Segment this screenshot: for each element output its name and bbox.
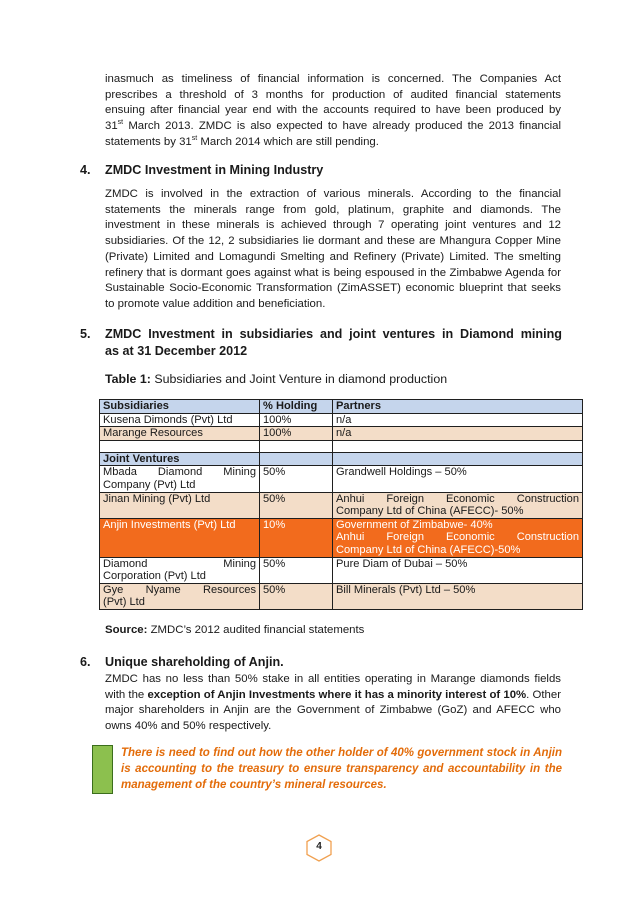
intro-line: inasmuch as timeliness of financial information is concerned. The Companies Act — [105, 73, 561, 85]
holding-cell: 100% — [260, 427, 333, 441]
header-cell: % Holding — [260, 400, 333, 414]
section-title-continued: as at 31 December 2012 — [105, 344, 248, 358]
holding-cell: 50% — [260, 492, 333, 518]
callout-text: There is need to find out how the other holder of 40% government stock in Anjin is accounting to the treasury to ensure transparency and accountability in the management of the country’s mineral resources. — [121, 747, 562, 792]
table-row-highlighted — [100, 518, 583, 557]
section-6-body — [105, 672, 561, 735]
entity-line: Corporation (Pvt) Ltd — [103, 570, 206, 583]
table-row — [100, 557, 583, 583]
entity-cell: Marange Resources — [100, 427, 260, 441]
intro-text: statements by 31 — [105, 135, 192, 148]
body-text: . Other major shareholders in Anjin are the Government of Zimbabwe (GoZ) and AFECC who owns 40% and 50% respectively. — [105, 688, 561, 733]
intro-line — [105, 135, 561, 151]
holding-cell: 10% — [260, 518, 333, 557]
intro-line — [105, 119, 561, 135]
section-number: 6. — [80, 655, 91, 669]
table-row — [100, 583, 583, 609]
table-spacer-row — [100, 440, 583, 452]
caption-text: Subsidiaries and Joint Venture in diamond production — [150, 372, 448, 386]
partners-cell — [333, 492, 583, 518]
table-source — [105, 624, 364, 636]
ordinal-suffix: st — [191, 135, 198, 143]
entity-cell — [100, 557, 260, 583]
section-title: ZMDC Investment in Mining Industry — [105, 163, 324, 177]
entity-line: Mbada Diamond Mining — [103, 466, 256, 479]
header-cell: Partners — [333, 400, 583, 414]
entity-line: Company (Pvt) Ltd — [103, 478, 196, 491]
partner-line: Anhui Foreign Economic Construction — [336, 492, 579, 505]
intro-text: March 2013. ZMDC is also expected to have already produced the 2013 financial — [123, 120, 561, 133]
intro-text: 31 — [105, 120, 118, 133]
partners-cell: Pure Diam of Dubai – 50% — [333, 557, 583, 583]
section-title: ZMDC Investment in subsidiaries and joint ventures in Diamond mining — [105, 327, 562, 341]
holding-cell: 100% — [260, 413, 333, 427]
section-number: 4. — [80, 163, 91, 177]
header-cell: Subsidiaries — [100, 400, 260, 414]
table-row — [100, 427, 583, 441]
partners-cell — [333, 518, 583, 557]
section-5-heading — [80, 326, 562, 360]
body-emphasis: exception of Anjin Investments where it has a minority interest of 10% — [147, 688, 527, 701]
holding-cell: 50% — [260, 557, 333, 583]
section-title: Unique shareholding of Anjin. — [105, 655, 284, 669]
holding-cell: 50% — [260, 466, 333, 492]
entity-line: (Pvt) Ltd — [103, 596, 145, 609]
table-row — [100, 466, 583, 492]
section-4-body: ZMDC is involved in the extraction of various minerals. According to the financial statements the minerals range from gold, platinum, graphite and diamonds. The investment in these minerals is achieved through 7 operating joint ventures and 12 subsidiaries. Of the 12, 2 subsidiaries lie dormant and these are Mhangura Copper Mine (Private) Limited and Lomagundi Smelting and Refinery (Private) Limited. The smelting refinery that is dormant goes against what is being espoused in the Zimbabwe Agenda for Sustainable Socio-Economic Transformation (ZimASSET) economic blueprint that seeks to promote value addition and beneficiation. — [105, 188, 561, 310]
partners-cell: Bill Minerals (Pvt) Ltd – 50% — [333, 583, 583, 609]
source-text: ZMDC’s 2012 audited financial statements — [147, 624, 365, 636]
partners-cell: n/a — [333, 413, 583, 427]
intro-line: ensuing after financial year end with the accounts required to have been produced by — [105, 104, 561, 117]
intro-text: March 2014 which are still pending. — [197, 135, 379, 148]
table-header-row — [100, 400, 583, 414]
ordinal-suffix: st — [117, 119, 124, 127]
entity-line: Diamond Mining — [103, 557, 256, 570]
partners-cell: n/a — [333, 427, 583, 441]
entity-line: Gye Nyame Resources — [103, 583, 256, 596]
diamond-production-table — [99, 399, 583, 610]
entity-cell — [100, 466, 260, 492]
entity-cell: Anjin Investments (Pvt) Ltd — [100, 518, 260, 557]
table-row — [100, 413, 583, 427]
intro-line: prescribes a threshold of 3 months for production of audited financial statements — [105, 88, 561, 101]
caption-label: Table 1: — [105, 372, 151, 386]
table-caption — [105, 372, 447, 386]
source-label: Source: — [105, 624, 148, 636]
partners-cell: Grandwell Holdings – 50% — [333, 466, 583, 492]
body-text: ZMDC has no less than 50% stake in all entities operating in Marange diamonds fields with the — [105, 673, 561, 701]
partner-line: Anhui Foreign Economic Construction — [336, 531, 579, 544]
entity-cell: Jinan Mining (Pvt) Ltd — [100, 492, 260, 518]
entity-cell — [100, 583, 260, 609]
page-number-badge — [305, 834, 333, 862]
section-6-heading — [80, 654, 562, 671]
intro-paragraph — [105, 72, 561, 151]
entity-cell: Kusena Dimonds (Pvt) Ltd — [100, 413, 260, 427]
partner-line: Company Ltd of China (AFECC)-50% — [336, 543, 521, 556]
callout-accent-bar — [92, 745, 113, 794]
section-number: 5. — [80, 327, 91, 341]
holding-cell: 50% — [260, 583, 333, 609]
partner-line: Company Ltd of China (AFECC)- 50% — [336, 505, 524, 518]
header-cell: Joint Ventures — [100, 452, 260, 466]
section-4-heading — [80, 162, 562, 179]
partner-line: Government of Zimbabwe- 40% — [336, 518, 493, 531]
table-row — [100, 492, 583, 518]
table-subheader-row — [100, 452, 583, 466]
page-number: 4 — [316, 841, 322, 852]
